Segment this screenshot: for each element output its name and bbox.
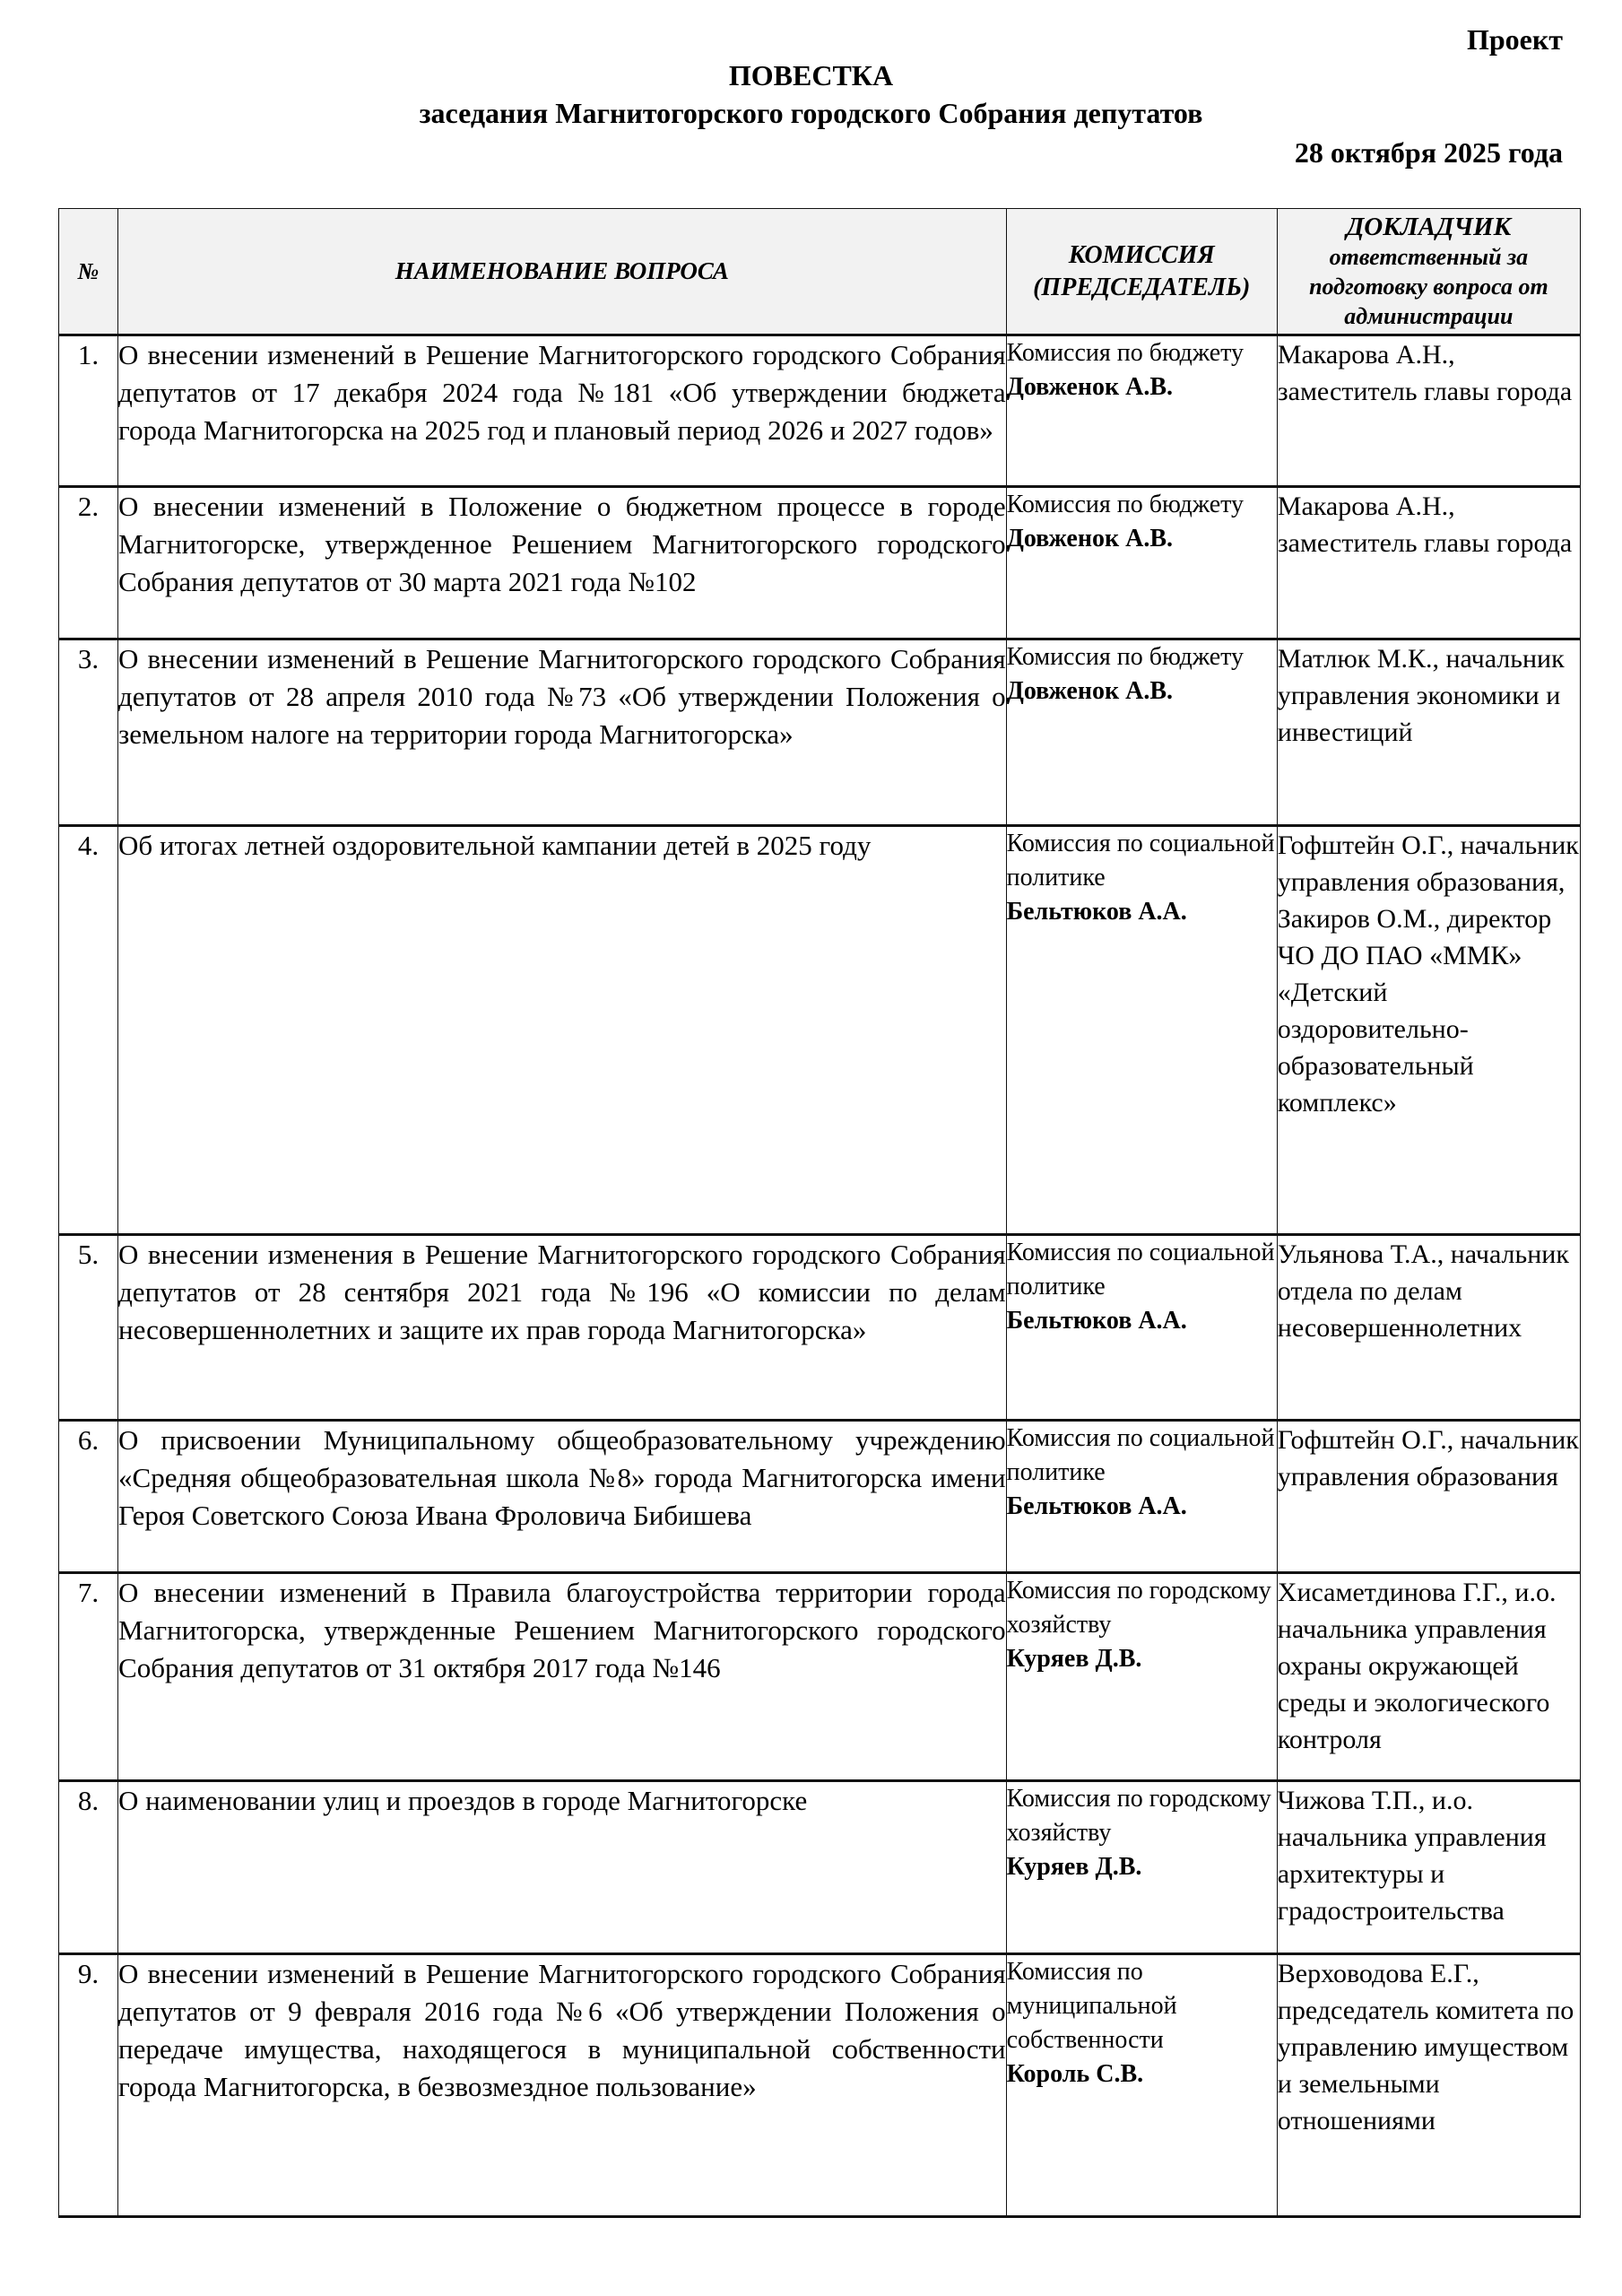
item-reporter: Гофштейн О.Г., начальник управления образования <box>1277 1421 1580 1573</box>
item-question: О наименовании улиц и проездов в городе Магнитогорске <box>118 1781 1007 1954</box>
item-reporter: Гофштейн О.Г., начальник управления образования, Закиров О.М., директор ЧО ДО ПАО «ММК» «Детский оздоровительно-образовательный комплекс» <box>1277 826 1580 1235</box>
table-row <box>59 1781 1581 1954</box>
commission-chair: Король С.В. <box>1006 2060 1144 2088</box>
item-commission <box>1006 1954 1277 2217</box>
commission-header-line2: (ПРЕДСЕДАТЕЛЬ) <box>1033 273 1251 301</box>
reporter-header-subtitle: ответственный за подготовку вопроса от администрации <box>1309 243 1548 329</box>
item-question: О внесении изменения в Решение Магнитогорского городского Собрания депутатов от 28 сентября 2021 года №196 «О комиссии по делам несовершеннолетних и защите их прав города Магнитогорска» <box>118 1235 1007 1421</box>
commission-name: Комиссия по городскому хозяйству <box>1006 1785 1271 1847</box>
commission-name: Комиссия по социальной политике <box>1006 1424 1275 1486</box>
item-commission <box>1006 1573 1277 1781</box>
item-number: 2. <box>59 487 118 639</box>
commission-chair: Довженок А.В. <box>1006 373 1174 401</box>
item-question: О внесении изменений в Решение Магнитогорского городского Собрания депутатов от 17 декабря 2024 года №181 «Об утверждении бюджета города Магнитогорска на 2025 год и плановый период 2026 и 2027 годов» <box>118 335 1007 487</box>
document-subtitle: заседания Магнитогорского городского Собрания депутатов <box>419 97 1203 129</box>
meeting-date: 28 октября 2025 года <box>1294 136 1563 169</box>
item-number: 7. <box>59 1573 118 1781</box>
commission-chair: Бельтюков А.А. <box>1006 1307 1187 1335</box>
item-question: О присвоении Муниципальному общеобразовательному учреждению «Средняя общеобразовательная школа №8» города Магнитогорска имени Героя Советского Союза Ивана Фроловича Бибишева <box>118 1421 1007 1573</box>
table-row <box>59 335 1581 487</box>
item-commission <box>1006 639 1277 826</box>
item-question: О внесении изменений в Правила благоустройства территории города Магнитогорска, утвержденные Решением Магнитогорского городского Собрания депутатов от 31 октября 2017 года №146 <box>118 1573 1007 1781</box>
item-reporter: Макарова А.Н., заместитель главы города <box>1277 335 1580 487</box>
reporter-header-title: ДОКЛАДЧИК <box>1346 212 1512 241</box>
commission-chair: Куряев Д.В. <box>1006 1853 1142 1881</box>
column-header-reporter <box>1277 209 1580 335</box>
item-number: 5. <box>59 1235 118 1421</box>
item-question: О внесении изменений в Положение о бюджетном процессе в городе Магнитогорске, утвержденное Решением Магнитогорского городского Собрания депутатов от 30 марта 2021 года №102 <box>118 487 1007 639</box>
item-commission <box>1006 1235 1277 1421</box>
item-commission <box>1006 487 1277 639</box>
item-number: 4. <box>59 826 118 1235</box>
table-row <box>59 639 1581 826</box>
item-number: 6. <box>59 1421 118 1573</box>
item-reporter: Хисаметдинова Г.Г., и.о. начальника управления охраны окружающей среды и экологического контроля <box>1277 1573 1580 1781</box>
column-header-commission <box>1006 209 1277 335</box>
table-row <box>59 487 1581 639</box>
item-question: О внесении изменений в Решение Магнитогорского городского Собрания депутатов от 9 февраля 2016 года №6 «Об утверждении Положения о передаче имущества, находящегося в муниципальной собственности города Магнитогорска, в безвозмездное пользование» <box>118 1954 1007 2217</box>
item-commission <box>1006 335 1277 487</box>
table-row <box>59 1954 1581 2217</box>
item-number: 3. <box>59 639 118 826</box>
commission-name: Комиссия по социальной политике <box>1006 830 1275 891</box>
item-question: О внесении изменений в Решение Магнитогорского городского Собрания депутатов от 28 апреля 2010 года №73 «Об утверждении Положения о земельном налоге на территории города Магнитогорска» <box>118 639 1007 826</box>
item-commission <box>1006 1421 1277 1573</box>
item-number: 1. <box>59 335 118 487</box>
table-row <box>59 826 1581 1235</box>
document-status: Проект <box>1466 23 1563 56</box>
item-number: 8. <box>59 1781 118 1954</box>
commission-name: Комиссия по бюджету <box>1006 491 1245 518</box>
commission-chair: Довженок А.В. <box>1006 525 1174 552</box>
item-commission <box>1006 1781 1277 1954</box>
item-question: Об итогах летней оздоровительной кампании детей в 2025 году <box>118 826 1007 1235</box>
item-number: 9. <box>59 1954 118 2217</box>
table-row <box>59 1573 1581 1781</box>
item-reporter: Чижова Т.П., и.о. начальника управления архитектуры и градостроительства <box>1277 1781 1580 1954</box>
commission-header-line1: КОМИССИЯ <box>1068 240 1215 269</box>
commission-name: Комиссия по муниципальной собственности <box>1006 1958 1177 2054</box>
commission-chair: Куряев Д.В. <box>1006 1645 1142 1673</box>
item-commission <box>1006 826 1277 1235</box>
document-title: ПОВЕСТКА <box>728 59 894 91</box>
commission-chair: Бельтюков А.А. <box>1006 898 1187 926</box>
table-header-row <box>59 209 1581 335</box>
table-row <box>59 1421 1581 1573</box>
table-row <box>59 1235 1581 1421</box>
column-header-number: № <box>59 209 118 335</box>
commission-name: Комиссия по бюджету <box>1006 643 1245 671</box>
item-reporter: Ульянова Т.А., начальник отдела по делам несовершеннолетних <box>1277 1235 1580 1421</box>
commission-chair: Бельтюков А.А. <box>1006 1492 1187 1520</box>
commission-chair: Довженок А.В. <box>1006 677 1174 705</box>
item-reporter: Матлюк М.К., начальник управления экономики и инвестиций <box>1277 639 1580 826</box>
column-header-question: НАИМЕНОВАНИЕ ВОПРОСА <box>118 209 1007 335</box>
item-reporter: Верховодова Е.Г., председатель комитета по управлению имуществом и земельными отношениями <box>1277 1954 1580 2217</box>
commission-name: Комиссия по социальной политике <box>1006 1239 1275 1300</box>
commission-name: Комиссия по бюджету <box>1006 339 1245 367</box>
item-reporter: Макарова А.Н., заместитель главы города <box>1277 487 1580 639</box>
agenda-table <box>58 208 1581 2218</box>
commission-name: Комиссия по городскому хозяйству <box>1006 1577 1271 1639</box>
